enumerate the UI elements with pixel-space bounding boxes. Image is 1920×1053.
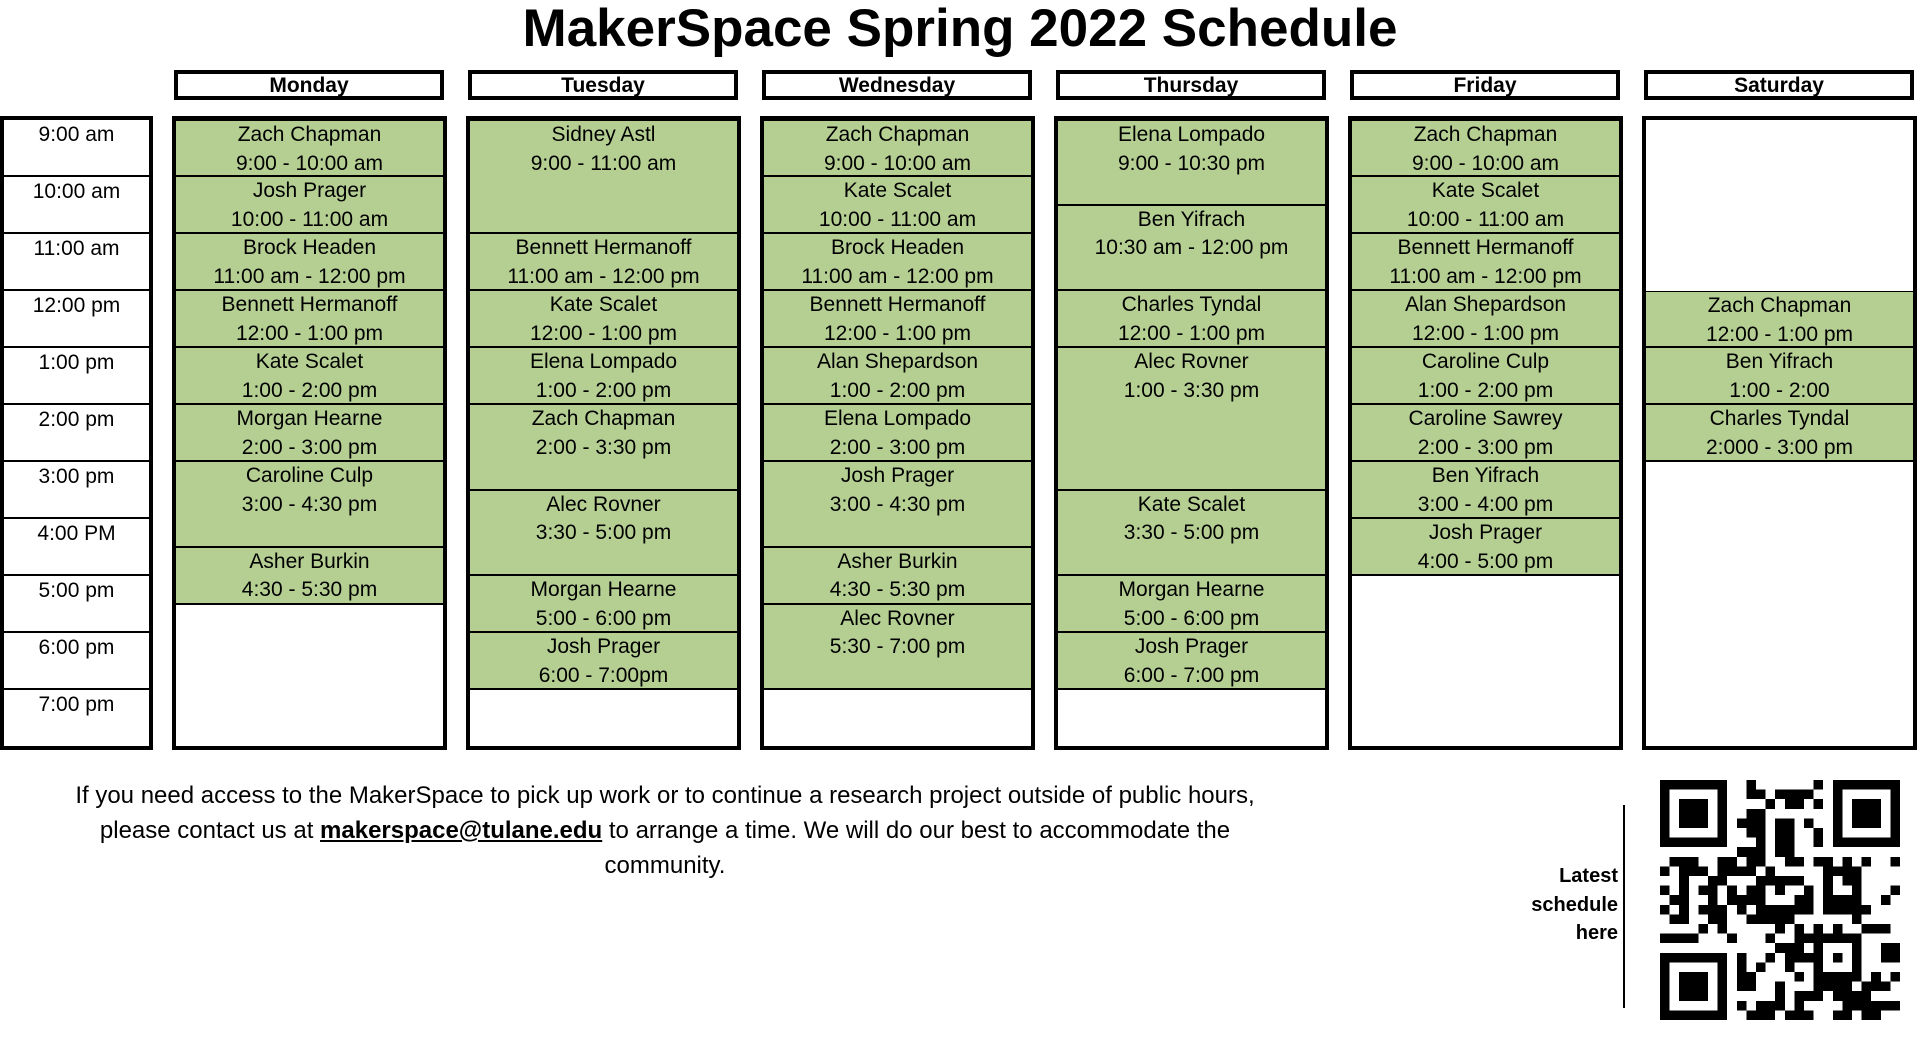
shift-time: 11:00 am - 12:00 pm	[1389, 264, 1582, 288]
shift-block	[470, 633, 737, 690]
shift-time: 3:30 - 5:00 pm	[535, 521, 672, 545]
shift-staff-name: Brock Headen	[242, 236, 377, 259]
notice-line-2-start: please contact us at	[99, 817, 321, 844]
shift-block	[176, 405, 443, 462]
shift-time: 1:00 - 2:00 pm	[535, 378, 672, 402]
shift-time: 3:30 - 5:00 pm	[1123, 521, 1260, 545]
email-link[interactable]: makerspace@tulane.edu	[320, 817, 603, 844]
shift-staff-name: Zach Chapman	[237, 123, 382, 146]
shift-time: 9:00 - 10:00 am	[235, 151, 384, 175]
shift-staff-name: Kate Scalet	[549, 293, 658, 316]
shift-block	[764, 120, 1031, 177]
shift-time: 2:000 - 3:00 pm	[1705, 435, 1854, 459]
shift-staff-name: Alec Rovner	[546, 492, 661, 516]
shift-block	[1352, 291, 1619, 348]
notice-line-2	[0, 813, 1330, 848]
shift-time: 3:00 - 4:30 pm	[241, 492, 378, 516]
shift-time: 3:00 - 4:00 pm	[1417, 492, 1554, 516]
shift-time: 9:00 - 10:00 am	[1411, 151, 1560, 175]
shift-time: 11:00 am - 12:00 pm	[801, 264, 994, 288]
shift-staff-name: Alec Rovner	[1134, 350, 1249, 373]
notice-line-1: If you need access to the MakerSpace to pick up work or to continue a research project outside of public hours,	[75, 782, 1255, 809]
notice-line-3: community.	[604, 852, 726, 879]
shift-block	[176, 462, 443, 548]
time-label: 4:00 PM	[4, 519, 149, 576]
day-column-thursday	[1054, 116, 1329, 750]
time-label: 2:00 pm	[4, 405, 149, 462]
shift-time: 12:00 - 1:00 pm	[1117, 321, 1266, 345]
time-label: 12:00 pm	[4, 291, 149, 348]
shift-staff-name: Zach Chapman	[825, 123, 970, 146]
shift-staff-name: Kate Scalet	[255, 350, 364, 373]
shift-staff-name: Sidney Astl	[551, 123, 656, 146]
shift-time: 4:30 - 5:30 pm	[829, 578, 966, 602]
shift-block	[764, 405, 1031, 462]
shift-block	[1058, 206, 1325, 292]
qr-caption-line: schedule	[1531, 893, 1618, 916]
shift-time: 2:00 - 3:00 pm	[241, 435, 378, 459]
shift-block	[1058, 633, 1325, 690]
shift-staff-name: Caroline Sawrey	[1408, 407, 1563, 430]
shift-staff-name: Zach Chapman	[1413, 123, 1558, 146]
qr-caption-line: here	[1575, 922, 1618, 944]
day-header-friday: Friday	[1350, 70, 1620, 100]
qr-code-icon[interactable]	[1660, 780, 1900, 1020]
shift-block	[1352, 462, 1619, 519]
shift-block	[470, 576, 737, 633]
shift-block	[764, 234, 1031, 291]
shift-time: 11:00 am - 12:00 pm	[213, 264, 406, 288]
shift-staff-name: Morgan Hearne	[1118, 578, 1265, 601]
shift-time: 5:00 - 6:00 pm	[1123, 606, 1260, 630]
day-header-wednesday: Wednesday	[762, 70, 1032, 100]
time-label: 1:00 pm	[4, 348, 149, 405]
shift-block	[764, 177, 1031, 234]
shift-block	[470, 348, 737, 405]
shift-block	[1058, 291, 1325, 348]
shift-staff-name: Ben Yifrach	[1137, 207, 1246, 231]
shift-block	[1646, 291, 1913, 348]
shift-staff-name: Bennett Hermanoff	[221, 293, 398, 316]
shift-time: 9:00 - 11:00 am	[530, 151, 677, 175]
qr-caption	[1500, 862, 1618, 948]
shift-block	[470, 491, 737, 577]
shift-block	[1352, 405, 1619, 462]
time-label: 6:00 pm	[4, 633, 149, 690]
shift-staff-name: Asher Burkin	[249, 549, 370, 573]
shift-block	[1352, 519, 1619, 576]
shift-block	[764, 548, 1031, 605]
shift-staff-name: Alan Shepardson	[1404, 293, 1567, 316]
shift-staff-name: Zach Chapman	[1707, 294, 1852, 317]
shift-staff-name: Josh Prager	[252, 179, 367, 202]
time-label: 7:00 pm	[38, 693, 115, 716]
shift-block	[764, 462, 1031, 548]
shift-time: 5:00 - 6:00 pm	[535, 606, 672, 630]
day-column-wednesday	[760, 116, 1035, 750]
shift-block	[470, 291, 737, 348]
shift-block	[1646, 348, 1913, 405]
shift-block	[1352, 177, 1619, 234]
shift-block	[1058, 120, 1325, 206]
day-header-thursday: Thursday	[1056, 70, 1326, 100]
time-label: 3:00 pm	[4, 462, 149, 519]
shift-staff-name: Josh Prager	[840, 464, 955, 487]
shift-staff-name: Zach Chapman	[531, 407, 676, 430]
shift-staff-name: Josh Prager	[1134, 635, 1249, 658]
shift-time: 2:00 - 3:00 pm	[829, 435, 966, 459]
shift-time: 10:30 am - 12:00 pm	[1094, 236, 1289, 260]
shift-staff-name: Kate Scalet	[1137, 492, 1246, 516]
shift-block	[176, 291, 443, 348]
qr-divider	[1623, 805, 1625, 1008]
shift-time: 6:00 - 7:00 pm	[1123, 663, 1260, 687]
shift-block	[176, 177, 443, 234]
shift-time: 11:00 am - 12:00 pm	[507, 264, 700, 288]
access-notice	[0, 778, 1330, 883]
page-title: MakerSpace Spring 2022 Schedule	[522, 0, 1398, 58]
shift-block	[176, 348, 443, 405]
shift-time: 12:00 - 1:00 pm	[235, 321, 384, 345]
shift-block	[470, 234, 737, 291]
shift-time: 4:30 - 5:30 pm	[241, 578, 378, 602]
shift-time: 12:00 - 1:00 pm	[823, 321, 972, 345]
day-header-monday: Monday	[174, 70, 444, 100]
shift-time: 2:00 - 3:00 pm	[1417, 435, 1554, 459]
shift-time: 10:00 - 11:00 am	[230, 207, 389, 231]
shift-block	[1352, 348, 1619, 405]
shift-time: 9:00 - 10:00 am	[823, 151, 972, 175]
shift-time: 6:00 - 7:00pm	[538, 663, 669, 687]
shift-block	[176, 234, 443, 291]
shift-time: 1:00 - 2:00 pm	[241, 378, 378, 402]
shift-time: 5:30 - 7:00 pm	[829, 635, 966, 659]
shift-block	[1058, 491, 1325, 577]
day-column-monday	[172, 116, 447, 750]
shift-staff-name: Alec Rovner	[840, 606, 955, 630]
shift-block	[1058, 348, 1325, 491]
shift-staff-name: Elena Lompado	[823, 407, 972, 430]
shift-staff-name: Bennett Hermanoff	[515, 236, 692, 259]
day-column-tuesday	[466, 116, 741, 750]
shift-block	[764, 348, 1031, 405]
time-column	[0, 116, 153, 750]
shift-staff-name: Josh Prager	[1428, 521, 1543, 544]
shift-staff-name: Charles Tyndal	[1709, 407, 1850, 430]
shift-block	[470, 405, 737, 491]
shift-staff-name: Elena Lompado	[1117, 123, 1266, 146]
shift-staff-name: Bennett Hermanoff	[809, 293, 986, 316]
shift-staff-name: Morgan Hearne	[530, 578, 677, 601]
shift-block	[176, 548, 443, 605]
shift-staff-name: Ben Yifrach	[1431, 464, 1540, 487]
shift-staff-name: Josh Prager	[546, 635, 661, 658]
time-label: 10:00 am	[4, 177, 149, 234]
shift-staff-name: Caroline Culp	[245, 464, 374, 487]
shift-staff-name: Alan Shepardson	[816, 350, 979, 373]
day-column-friday	[1348, 116, 1623, 750]
day-header-tuesday: Tuesday	[468, 70, 738, 100]
shift-time: 12:00 - 1:00 pm	[529, 321, 678, 345]
shift-staff-name: Morgan Hearne	[236, 407, 383, 430]
shift-time: 10:00 - 11:00 am	[818, 207, 977, 231]
shift-staff-name: Charles Tyndal	[1121, 293, 1262, 316]
shift-staff-name: Elena Lompado	[529, 350, 678, 373]
shift-time: 1:00 - 2:00 pm	[829, 378, 966, 402]
shift-time: 1:00 - 3:30 pm	[1123, 378, 1260, 402]
notice-line-2-end: to arrange a time. We will do our best to accommodate the	[602, 817, 1231, 844]
shift-staff-name: Ben Yifrach	[1725, 350, 1834, 373]
shift-time: 3:00 - 4:30 pm	[829, 492, 966, 516]
shift-block	[176, 120, 443, 177]
day-header-saturday: Saturday	[1644, 70, 1914, 100]
shift-block	[1352, 234, 1619, 291]
time-label: 5:00 pm	[4, 576, 149, 633]
time-label: 9:00 am	[4, 120, 149, 177]
shift-time: 10:00 - 11:00 am	[1406, 207, 1565, 231]
shift-time: 2:00 - 3:30 pm	[535, 435, 672, 459]
shift-time: 12:00 - 1:00 pm	[1705, 322, 1854, 346]
shift-staff-name: Brock Headen	[830, 236, 965, 259]
shift-block	[1352, 120, 1619, 177]
shift-time: 12:00 - 1:00 pm	[1411, 321, 1560, 345]
shift-time: 4:00 - 5:00 pm	[1417, 549, 1554, 573]
shift-staff-name: Caroline Culp	[1421, 350, 1550, 373]
shift-staff-name: Kate Scalet	[843, 179, 952, 202]
shift-time: 1:00 - 2:00	[1729, 378, 1830, 402]
shift-block	[1646, 405, 1913, 462]
qr-caption-line: Latest	[1559, 865, 1618, 887]
shift-block	[1058, 576, 1325, 633]
day-column-saturday	[1642, 116, 1917, 750]
shift-time: 1:00 - 2:00 pm	[1417, 378, 1554, 402]
time-label: 11:00 am	[4, 234, 149, 291]
shift-time: 9:00 - 10:30 pm	[1117, 151, 1266, 175]
shift-staff-name: Kate Scalet	[1431, 179, 1540, 202]
shift-block	[470, 120, 737, 234]
shift-staff-name: Bennett Hermanoff	[1397, 236, 1574, 259]
shift-block	[764, 605, 1031, 691]
shift-block	[764, 291, 1031, 348]
shift-staff-name: Asher Burkin	[837, 549, 958, 573]
